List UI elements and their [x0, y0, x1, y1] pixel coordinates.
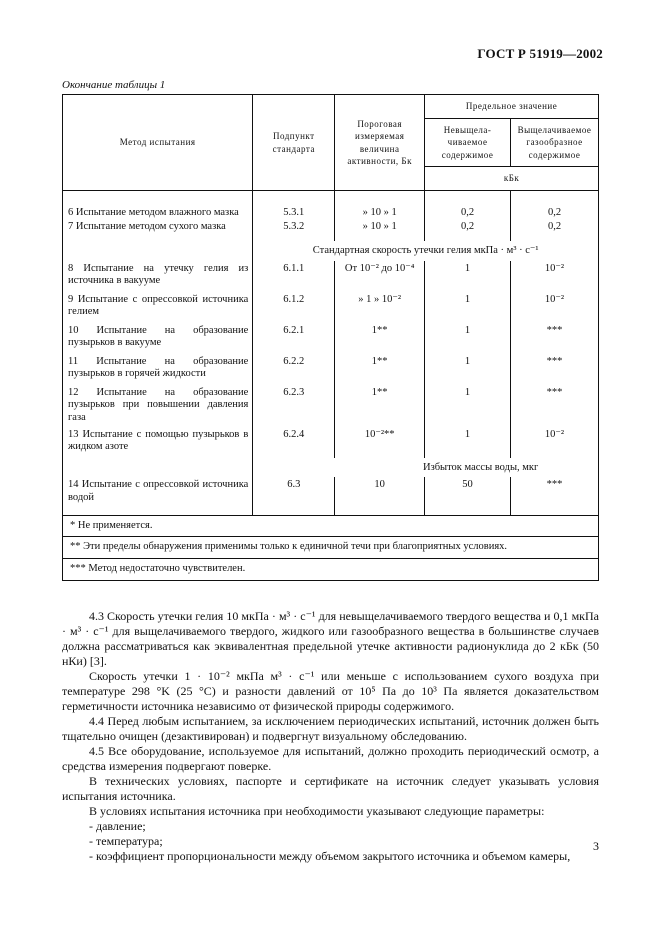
- threshold-cell: 10: [335, 477, 425, 515]
- column-header-method: Метод испытания: [63, 95, 253, 191]
- table-row: [63, 205, 599, 220]
- non-leachable-cell: 0,2: [425, 205, 511, 220]
- table-footnote: ** Эти пределы обнаружения применимы только к единичной течи при благоприятных условиях.: [63, 537, 599, 559]
- table-row: [63, 477, 599, 515]
- method-cell: 7 Испытание методом сухого мазка: [63, 219, 253, 241]
- paragraph: 4.5 Все оборудование, используемое для испытаний, должно проходить периодический осмотр, а средства измерения подвергают поверке.: [62, 744, 599, 773]
- leak-rate-subheader: Стандартная скорость утечки гелия мкПа · м³ · с⁻¹: [253, 241, 599, 261]
- method-cell: 12 Испытание на образование пузырьков при повышении давления газа: [63, 385, 253, 427]
- paragraph: 4.3 Скорость утечки гелия 10 мкПа · м³ · с⁻¹ для невыщелачиваемого твердого вещества и 0,1 мкПа · м³ · с⁻¹ для выщелачиваемого твердого, жидкого или газообразного вещества в большинстве случаев должна рассматриваться как эквивалентная предельной утечке активности радионуклида до 2 кБк (50 нКи) [3].: [62, 609, 599, 668]
- column-header-non-leachable: Невыщела- чиваемое содержимое: [425, 119, 511, 167]
- document-code: ГОСТ Р 51919—2002: [477, 46, 603, 61]
- method-cell: 10 Испытание на образование пузырьков в вакууме: [63, 323, 253, 354]
- non-leachable-cell: 1: [425, 354, 511, 385]
- subclause-cell: 6.2.4: [253, 427, 335, 458]
- table-footnote: * Не применяется.: [63, 515, 599, 537]
- column-header-limit: Предельное значение: [425, 95, 599, 119]
- threshold-cell: 1**: [335, 385, 425, 427]
- column-header-unit: кБк: [425, 167, 599, 191]
- non-leachable-cell: 1: [425, 427, 511, 458]
- subclause-cell: 6.1.2: [253, 292, 335, 323]
- threshold-cell: 10⁻²**: [335, 427, 425, 458]
- table-row: [63, 354, 599, 385]
- table-row: [63, 323, 599, 354]
- list-item: - коэффициент пропорциональности между объемом закрытого источника и объемом камеры,: [89, 849, 571, 863]
- threshold-cell: 1**: [335, 323, 425, 354]
- table-continuation-caption: Окончание таблицы 1: [62, 79, 166, 91]
- non-leachable-cell: 1: [425, 385, 511, 427]
- test-methods-table: [62, 94, 599, 581]
- list-item: - температура;: [89, 834, 163, 848]
- subclause-cell: 5.3.2: [253, 219, 335, 241]
- column-header-threshold: Пороговая измеряемая величина активности, Бк: [335, 95, 425, 191]
- water-mass-subheader: Избыток массы воды, мкг: [253, 458, 599, 478]
- paragraph: 4.4 Перед любым испытанием, за исключением периодических испытаний, источник должен быть тщательно очищен (дезактивирован) и подвергнут визуальному обследованию.: [62, 714, 599, 743]
- column-header-subclause: Подпункт стандарта: [253, 95, 335, 191]
- threshold-cell: » 10 » 1: [335, 205, 425, 220]
- subclause-cell: 6.1.1: [253, 261, 335, 292]
- leachable-cell: 10⁻²: [511, 261, 599, 292]
- threshold-cell: 1**: [335, 354, 425, 385]
- table-subheader-row: [63, 458, 599, 478]
- table-row: [63, 427, 599, 458]
- subclause-cell: 6.2.1: [253, 323, 335, 354]
- leachable-cell: 0,2: [511, 219, 599, 241]
- method-cell: 14 Испытание с опрессовкой источника водой: [63, 477, 253, 515]
- subclause-cell: 6.2.2: [253, 354, 335, 385]
- threshold-cell: От 10⁻² до 10⁻⁴: [335, 261, 425, 292]
- table-row: [63, 219, 599, 241]
- paragraph: В условиях испытания источника при необходимости указывают следующие параметры:: [89, 804, 545, 818]
- leachable-cell: ***: [511, 385, 599, 427]
- method-cell: 6 Испытание методом влажного мазка: [63, 205, 253, 220]
- subclause-cell: 5.3.1: [253, 205, 335, 220]
- table-row: [63, 385, 599, 427]
- table-row: [63, 261, 599, 292]
- column-header-leachable: Выщелачиваемое газообразное содержимое: [511, 119, 599, 167]
- non-leachable-cell: 1: [425, 323, 511, 354]
- threshold-cell: » 10 » 1: [335, 219, 425, 241]
- leachable-cell: 10⁻²: [511, 292, 599, 323]
- table-row: [63, 292, 599, 323]
- body-text: [62, 609, 599, 864]
- leachable-cell: ***: [511, 323, 599, 354]
- table-footnote: *** Метод недостаточно чувствителен.: [63, 558, 599, 580]
- leachable-cell: ***: [511, 354, 599, 385]
- non-leachable-cell: 50: [425, 477, 511, 515]
- page-number: 3: [593, 839, 599, 853]
- list-item: - давление;: [89, 819, 146, 833]
- leachable-cell: 0,2: [511, 205, 599, 220]
- subclause-cell: 6.3: [253, 477, 335, 515]
- non-leachable-cell: 1: [425, 292, 511, 323]
- non-leachable-cell: 0,2: [425, 219, 511, 241]
- table-subheader-row: [63, 241, 599, 261]
- method-cell: 13 Испытание с помощью пузырьков в жидком азоте: [63, 427, 253, 458]
- non-leachable-cell: 1: [425, 261, 511, 292]
- method-cell: 9 Испытание с опрессовкой источника гелием: [63, 292, 253, 323]
- paragraph: Скорость утечки 1 · 10⁻² мкПа м³ · с⁻¹ или меньше с использованием сухого воздуха при температуре 298 °K (25 °C) и разности давлений от 10⁵ Па до 10³ Па является доказательством герметичности источника независимо от физической природы содержимого.: [62, 669, 599, 713]
- subclause-cell: 6.2.3: [253, 385, 335, 427]
- paragraph: В технических условиях, паспорте и сертификате на источник следует указывать условия испытания источника.: [62, 774, 599, 803]
- method-cell: 8 Испытание на утечку гелия из источника в вакууме: [63, 261, 253, 292]
- threshold-cell: » 1 » 10⁻²: [335, 292, 425, 323]
- leachable-cell: 10⁻²: [511, 427, 599, 458]
- method-cell: 11 Испытание на образование пузырьков в горячей жидкости: [63, 354, 253, 385]
- leachable-cell: ***: [511, 477, 599, 515]
